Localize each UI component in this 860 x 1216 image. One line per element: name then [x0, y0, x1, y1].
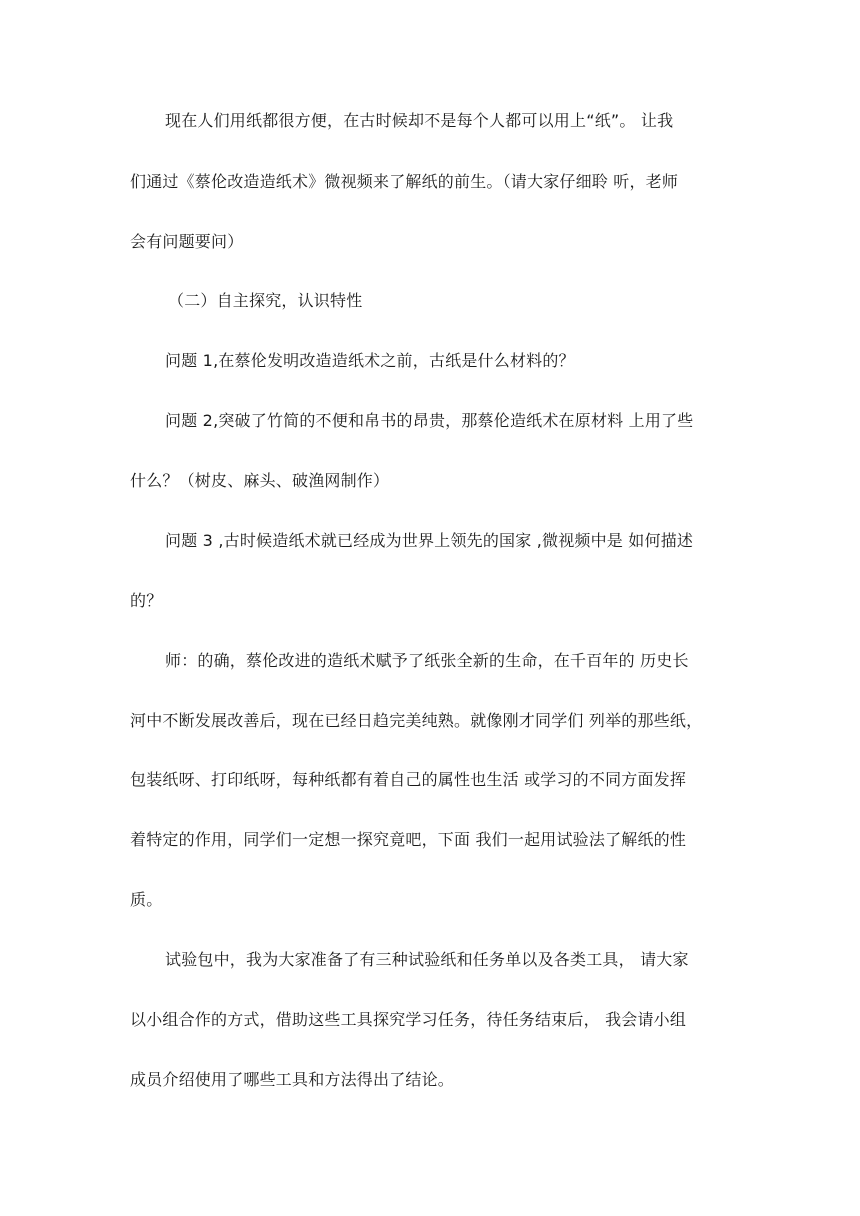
paragraph-line: 什么？（树皮、麻头、破渔网制作）: [130, 471, 390, 490]
paragraph-line: 的？: [130, 591, 163, 610]
question-line: 问题 3 ,古时候造纸术就已经成为世界上领先的国家 ,微视频中是 如何描述: [165, 531, 694, 550]
paragraph-line: 包装纸呀、打印纸呀，每种纸都有着自己的属性也生活 或学习的不同方面发挥: [130, 770, 687, 789]
paragraph-line: 会有问题要问）: [130, 232, 244, 251]
paragraph-line: 着特定的作用，同学们一定想一探究竟吧，下面 我们一起用试验法了解纸的性: [130, 830, 687, 849]
paragraph-line: 河中不断发展改善后，现在已经日趋完美纯熟。就像刚才同学们 列举的那些纸，: [130, 711, 703, 730]
paragraph-line: 质。: [130, 890, 163, 909]
paragraph-line: 成员介绍使用了哪些工具和方法得出了结论。: [130, 1070, 455, 1089]
section-heading: （二）自主探究，认识特性: [168, 291, 363, 310]
paragraph-line: 师：的确，蔡伦改进的造纸术赋予了纸张全新的生命，在千百年的 历史长: [165, 651, 689, 670]
paragraph-line: 现在人们用纸都很方便，在古时候却不是每个人都可以用上“纸”。 让我: [165, 111, 674, 130]
question-line: 问题 1,在蔡伦发明改造造纸术之前，古纸是什么材料的？: [165, 351, 575, 370]
paragraph-line: 试验包中，我为大家准备了有三种试验纸和任务单以及各类工具， 请大家: [165, 950, 689, 969]
paragraph-line: 以小组合作的方式，借助这些工具探究学习任务，待任务结束后， 我会请小组: [130, 1010, 687, 1029]
paragraph-line: 们通过《蔡伦改造造纸术》微视频来了解纸的前生。（请大家仔细聆 听，老师: [130, 172, 679, 191]
question-line: 问题 2,突破了竹简的不便和帛书的昂贵，那蔡伦造纸术在原材料 上用了些: [165, 411, 694, 430]
